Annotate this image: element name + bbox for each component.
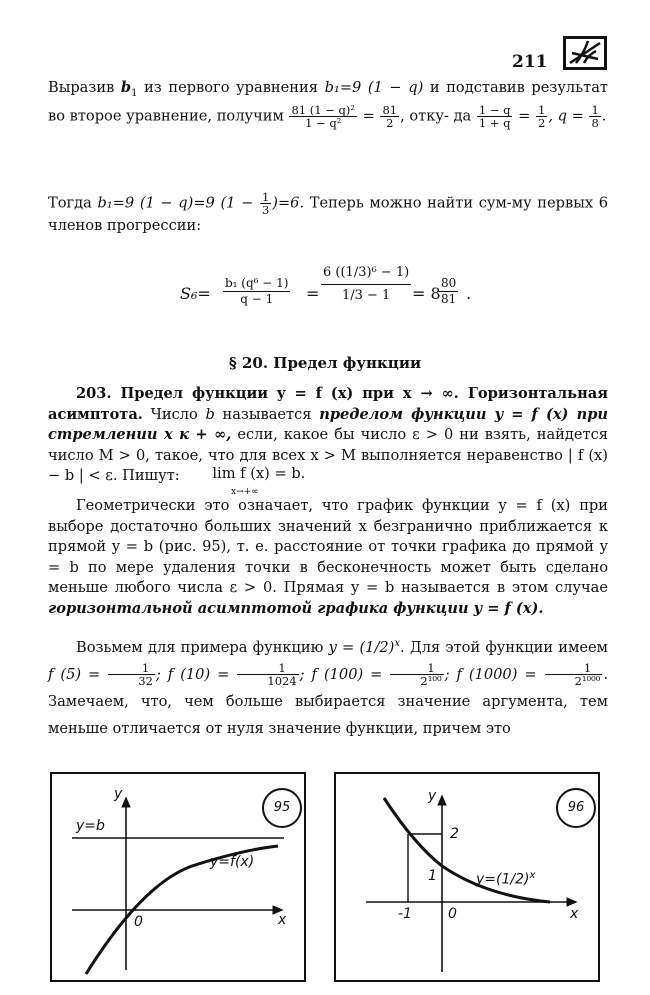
figure-95 [50,772,306,982]
figure-number-badge: 95 [262,788,302,828]
x-axis-label: x [278,912,287,928]
fraction: $\frac{\text{81 (1 − q)²}}{\text{1 − q²}}$ [291,103,355,131]
figure-number-badge: 96 [556,788,596,828]
paragraph-sum: Тогда b₁=9 (1 − q)=9 (1 − $\frac{1}{3}$ )=6. Теперь можно найти сум-му первых 6 членов прогрессии: [48,190,608,234]
x-axis-label: x [570,906,579,922]
curve-label: y=f(x) [210,854,255,870]
page-number: 211 [512,52,548,72]
y-axis-label: y [114,786,123,802]
paragraph-example: Возьмем для примера функцию $y = (1/2)^x$. Для этой функции имеем f (5) = $\frac{1}{32}$ ; f (10) = $\frac{1}{1024}$ ; f (100) = $\frac{1}{\text{2¹⁰⁰}}$ ; f (1000) = $\frac{1}{\text{2¹⁰⁰⁰}}$ . Замечаем, что, чем больше выбирается значение аргумента, тем меньше отличается от нуля значение функции, причем это [48,638,608,737]
two-label: 2 [450,826,459,842]
curve-label: $y=(1/2)^x$ [476,870,536,888]
origin-label: 0 [448,906,457,922]
paragraph-203: 203. Предел функции y = f (x) при x → ∞. Горизонтальная асимптота. Число b называется пределом функции y = f (x) при стремлении x к + ∞, если, какое бы число ε > 0 ни взять, найдется число M > 0, такое, что для всех x > M выполняется неравенство | f (x) − b | < ε. Пишут: lim f (x) = b. x→+∞ [48,385,609,497]
paragraph-substitution: Выразив $b_1$ из первого уравнения b₁=9 (1 − q) и подставив результат во второе уравнение, получим $\frac{\text{81 (1 − q)²}}{\text{1 − q²}}$ = $\frac{81}{2}$ , отку- да $\frac{1 - q}{1 + q}$ = $\frac{1}{2}$ , q = $\frac{1}{8}$ . [48,79,608,131]
sum-formula: S₆= $\frac{\text{b₁ (q⁶ − 1)}}{q - 1}$ = $\frac{\text{6 ((1/3)⁶ − 1)}}{1/3 - 1}$ = 8 $\frac{80}{81}$ . [180,262,500,328]
paragraph-geometry: Геометрически это означает, что график функции y = f (x) при выборе достаточно больших значений x безгранично приближается к прямой y = b (рис. 95), т. е. расстояние от точки графика до прямой y = b по мере удаления точки в бесконечность может быть сделано меньше любого числа ε > 0. Прямая y = b называется в этом случае горизонтальной асимптотой графика функции y = f (x). [48,497,608,617]
asymptote-label: y=b [76,818,105,834]
y-axis-label: y [428,788,437,804]
chapter-logo-icon [563,36,607,70]
section-heading: § 20. Предел функции [228,354,422,372]
one-label: 1 [428,868,437,884]
origin-label: 0 [134,914,143,930]
figure-96 [334,772,600,982]
minus-one-label: -1 [398,906,412,922]
